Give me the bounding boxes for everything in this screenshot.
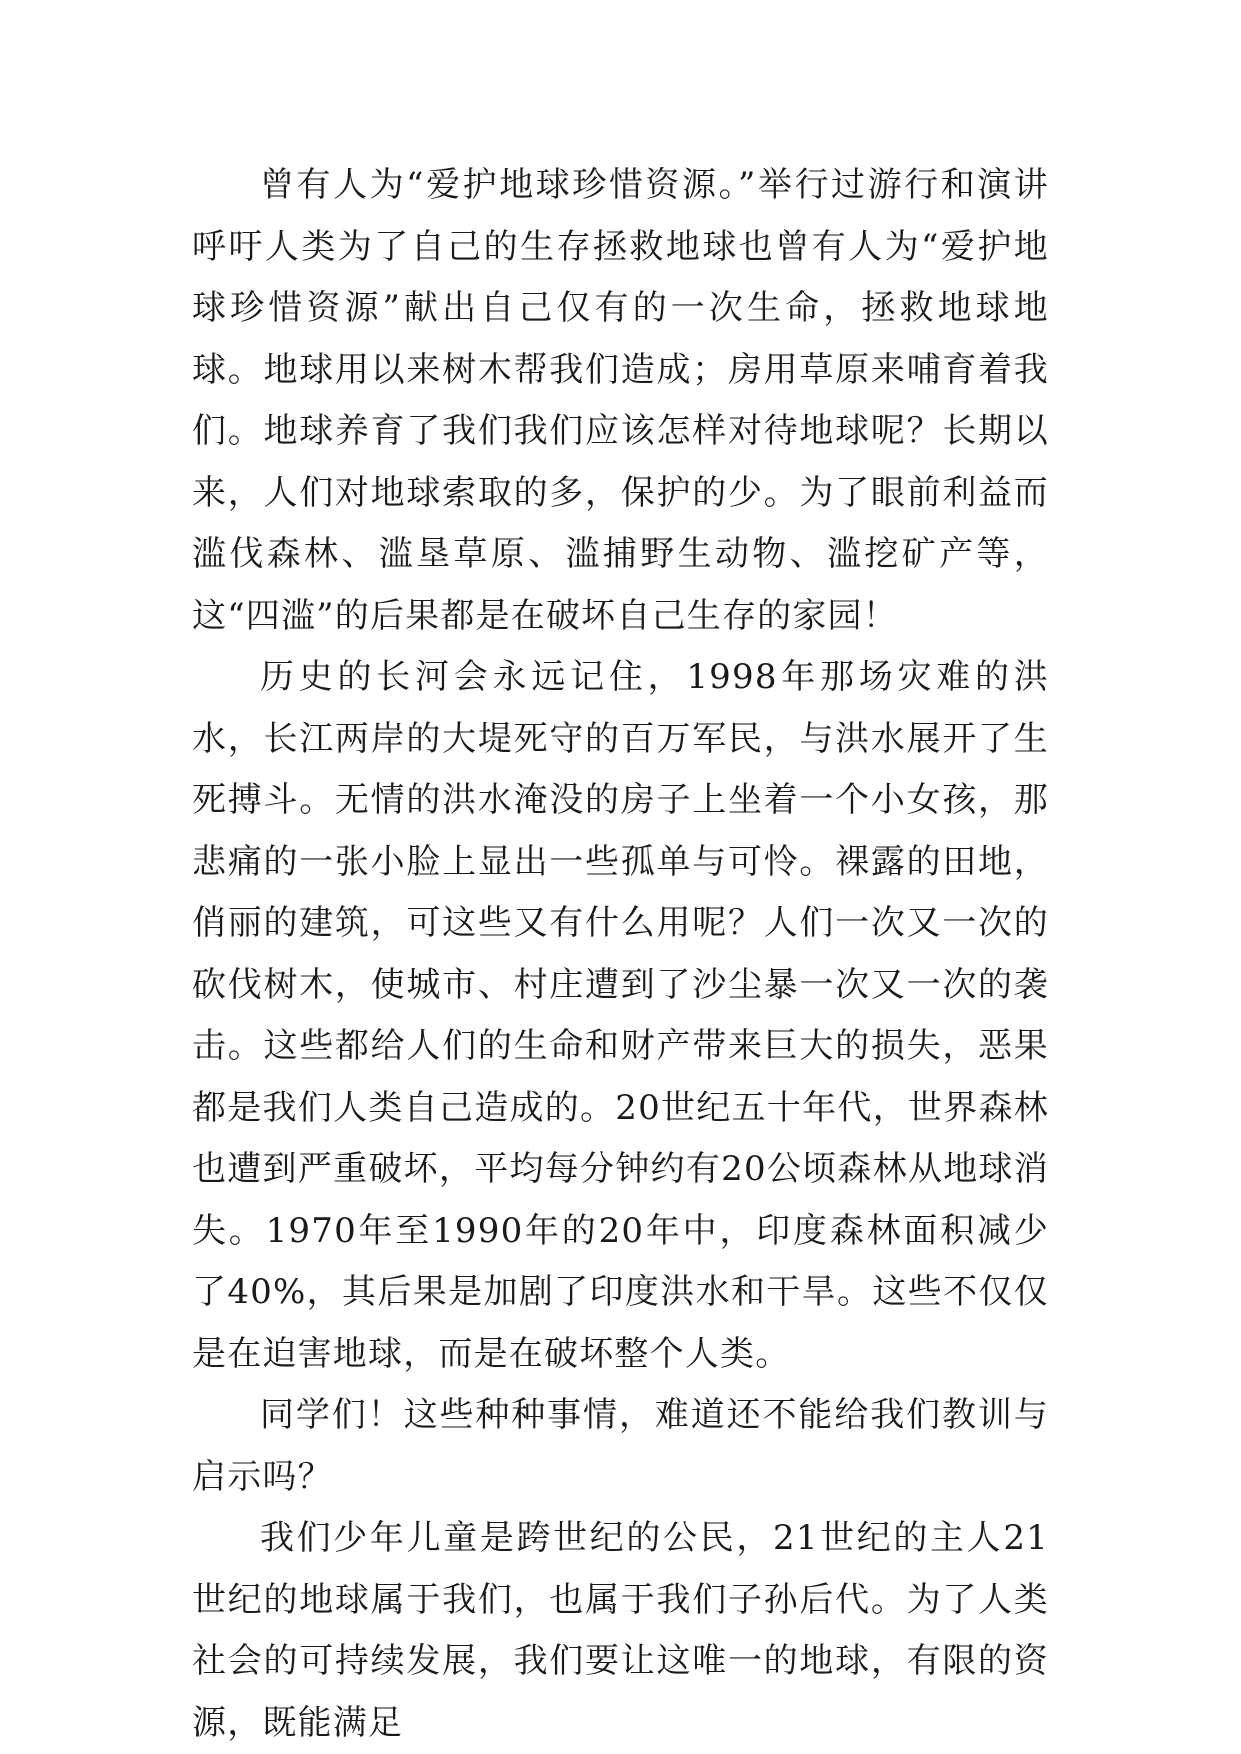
paragraph-protect-earth: 曾有人为“爱护地球珍惜资源。”举行过游行和演讲呼吁人类为了自己的生存拯救地球也曾有人为“爱护地球珍惜资源”献出自己仅有的一次生命，拯救地球地球。地球用以来树木帮我们造成；房用草原来哺育着我们。地球养育了我们我们应该怎样对待地球呢？长期以来，人们对地球索取的多，保护的少。为了眼前利益而滥伐森林、滥垦草原、滥捕野生动物、滥挖矿产等，这“四滥”的后果都是在破坏自己生存的家园！ <box>192 165 1049 636</box>
document-body <box>192 155 1049 1754</box>
paragraph-young-citizens: 我们少年儿童是跨世纪的公民，21世纪的主人21世纪的地球属于我们，也属于我们子孙后代。为了人类社会的可持续发展，我们要让这唯一的地球，有限的资源，既能满足 <box>192 1518 1049 1743</box>
paragraph-flood-history: 历史的长河会永远记住，1998年那场灾难的洪水，长江两岸的大堤死守的百万军民，与洪水展开了生死搏斗。无情的洪水淹没的房子上坐着一个小女孩，那悲痛的一张小脸上显出一些孤单与可怜。裸露的田地，俏丽的建筑，可这些又有什么用呢？人们一次又一次的砍伐树木，使城市、村庄遭到了沙尘暴一次又一次的袭击。这些都给人们的生命和财产带来巨大的损失，恶果都是我们人类自己造成的。20世纪五十年代，世界森林也遭到严重破坏，平均每分钟约有20公顷森林从地球消失。1970年至1990年的20年中，印度森林面积减少了40%，其后果是加剧了印度洪水和干旱。这些不仅仅是在迫害地球，而是在破坏整个人类。 <box>192 657 1049 1374</box>
paragraph-classmates: 同学们！这些种种事情，难道还不能给我们教训与启示吗？ <box>192 1395 1049 1497</box>
